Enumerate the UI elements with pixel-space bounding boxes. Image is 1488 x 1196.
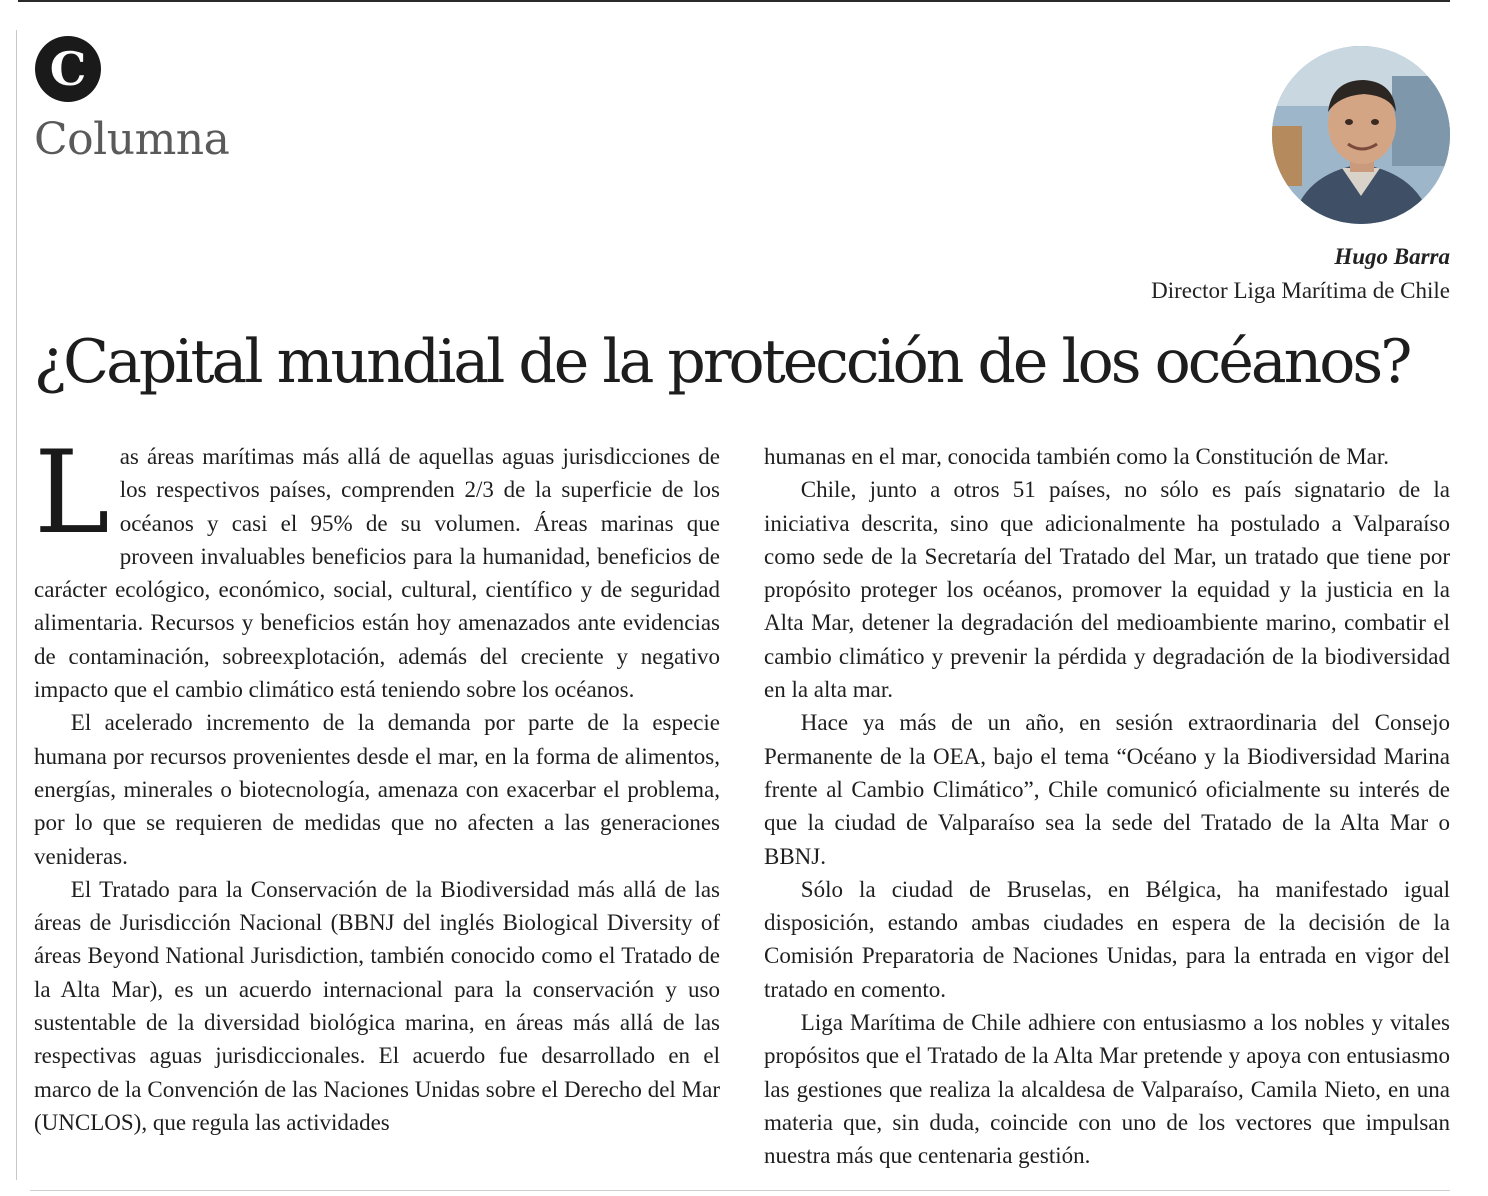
article-paragraph-continued: humanas en el mar, conocida también como la Constitución de Mar. — [764, 444, 1390, 469]
author-portrait-image — [1272, 46, 1450, 224]
article-paragraph: Hace ya más de un año, en sesión extraordinaria del Consejo Permanente de la OEA, bajo el tema “Océano y la Biodiversidad Marina frente al Cambio Climático”, Chile comunicó oficialmente su interés de que la ciudad de Valparaíso sea la sede del Tratado de la Alta Mar o BBNJ. — [764, 710, 1450, 869]
section-badge: C — [35, 36, 101, 102]
article-paragraph: Liga Marítima de Chile adhiere con entusiasmo a los nobles y vitales propósitos que el Tratado de la Alta Mar pretende y apoya con entusiasmo las gestiones que realiza la alcaldesa de Valparaíso, Camila Nieto, en una materia que, sin duda, coincide con uno de los vectores que impulsan nuestra más que centenaria gestión. — [764, 1010, 1450, 1169]
article-paragraph: Sólo la ciudad de Bruselas, en Bélgica, ha manifestado igual disposición, estando ambas ciudades en espera de la decisión de la Comisión Preparatoria de Naciones Unidas, para la entrada en vigor del tratado en comento. — [764, 876, 1450, 1002]
article-paragraph: Chile, junto a otros 51 países, no sólo es país signatario de la iniciativa descrita, sino que adicionalmente ha postulado a Valparaíso como sede de la Secretaría del Tratado del Mar, un tratado que tiene por propósito proteger los océanos, promover la equidad y la justicia en la Alta Mar, detener la degradación del medioambiente marino, combatir el cambio climático y prevenir la pérdida y degradación de la biodiversidad en la alta mar. — [764, 477, 1450, 703]
drop-cap: L — [34, 426, 110, 559]
article-paragraph — [34, 426, 720, 706]
left-margin-rule — [16, 30, 17, 1180]
article-column-right — [764, 440, 1450, 1173]
paragraph-text: as áreas marítimas más allá de aquellas aguas jurisdicciones de los respectivos países, comprenden 2/3 de la superficie de los océanos y casi el 95% de su volumen. Áreas marinas que proveen invaluables beneficios para la humanidad, beneficios de carácter ecológico, económico, social, cultural, científico y de seguridad alimentaria. Recursos y beneficios están hoy amenazados ante evidencias de contaminación, sobreexplotación, además del creciente y negativo impacto que el cambio climático está teniendo sobre los océanos. — [34, 444, 720, 703]
author-name: Hugo Barra — [1334, 244, 1450, 269]
article-column-left — [34, 426, 720, 1139]
top-rule — [18, 0, 1450, 2]
article-paragraph: El Tratado para la Conservación de la Biodiversidad más allá de las áreas de Jurisdicción Nacional (BBNJ del inglés Biological Diversity of áreas Beyond National Jurisdiction, también conocido como el Tratado de la Alta Mar), es un acuerdo internacional para la conservación y uso sustentable de la diversidad biológica marina, en áreas más allá de las respectivas aguas jurisdiccionales. El acuerdo fue desarrollado en el marco de la Convención de las Naciones Unidas sobre el Derecho del Mar (UNCLOS), que regula las actividades — [34, 876, 720, 1135]
article-paragraph: El acelerado incremento de la demanda por parte de la especie humana por recursos provenientes desde el mar, en la forma de alimentos, energías, minerales o biotecnología, amenaza con exacerbar el problema, por lo que se requieren de medidas que no afecten a las generaciones venideras. — [34, 710, 720, 869]
section-label: Columna — [34, 114, 230, 165]
author-photo — [1272, 46, 1450, 224]
bottom-rule — [30, 1190, 1450, 1191]
article-headline: ¿Capital mundial de la protección de los océanos? — [34, 327, 1410, 397]
author-role: Director Liga Marítima de Chile — [1151, 278, 1450, 303]
